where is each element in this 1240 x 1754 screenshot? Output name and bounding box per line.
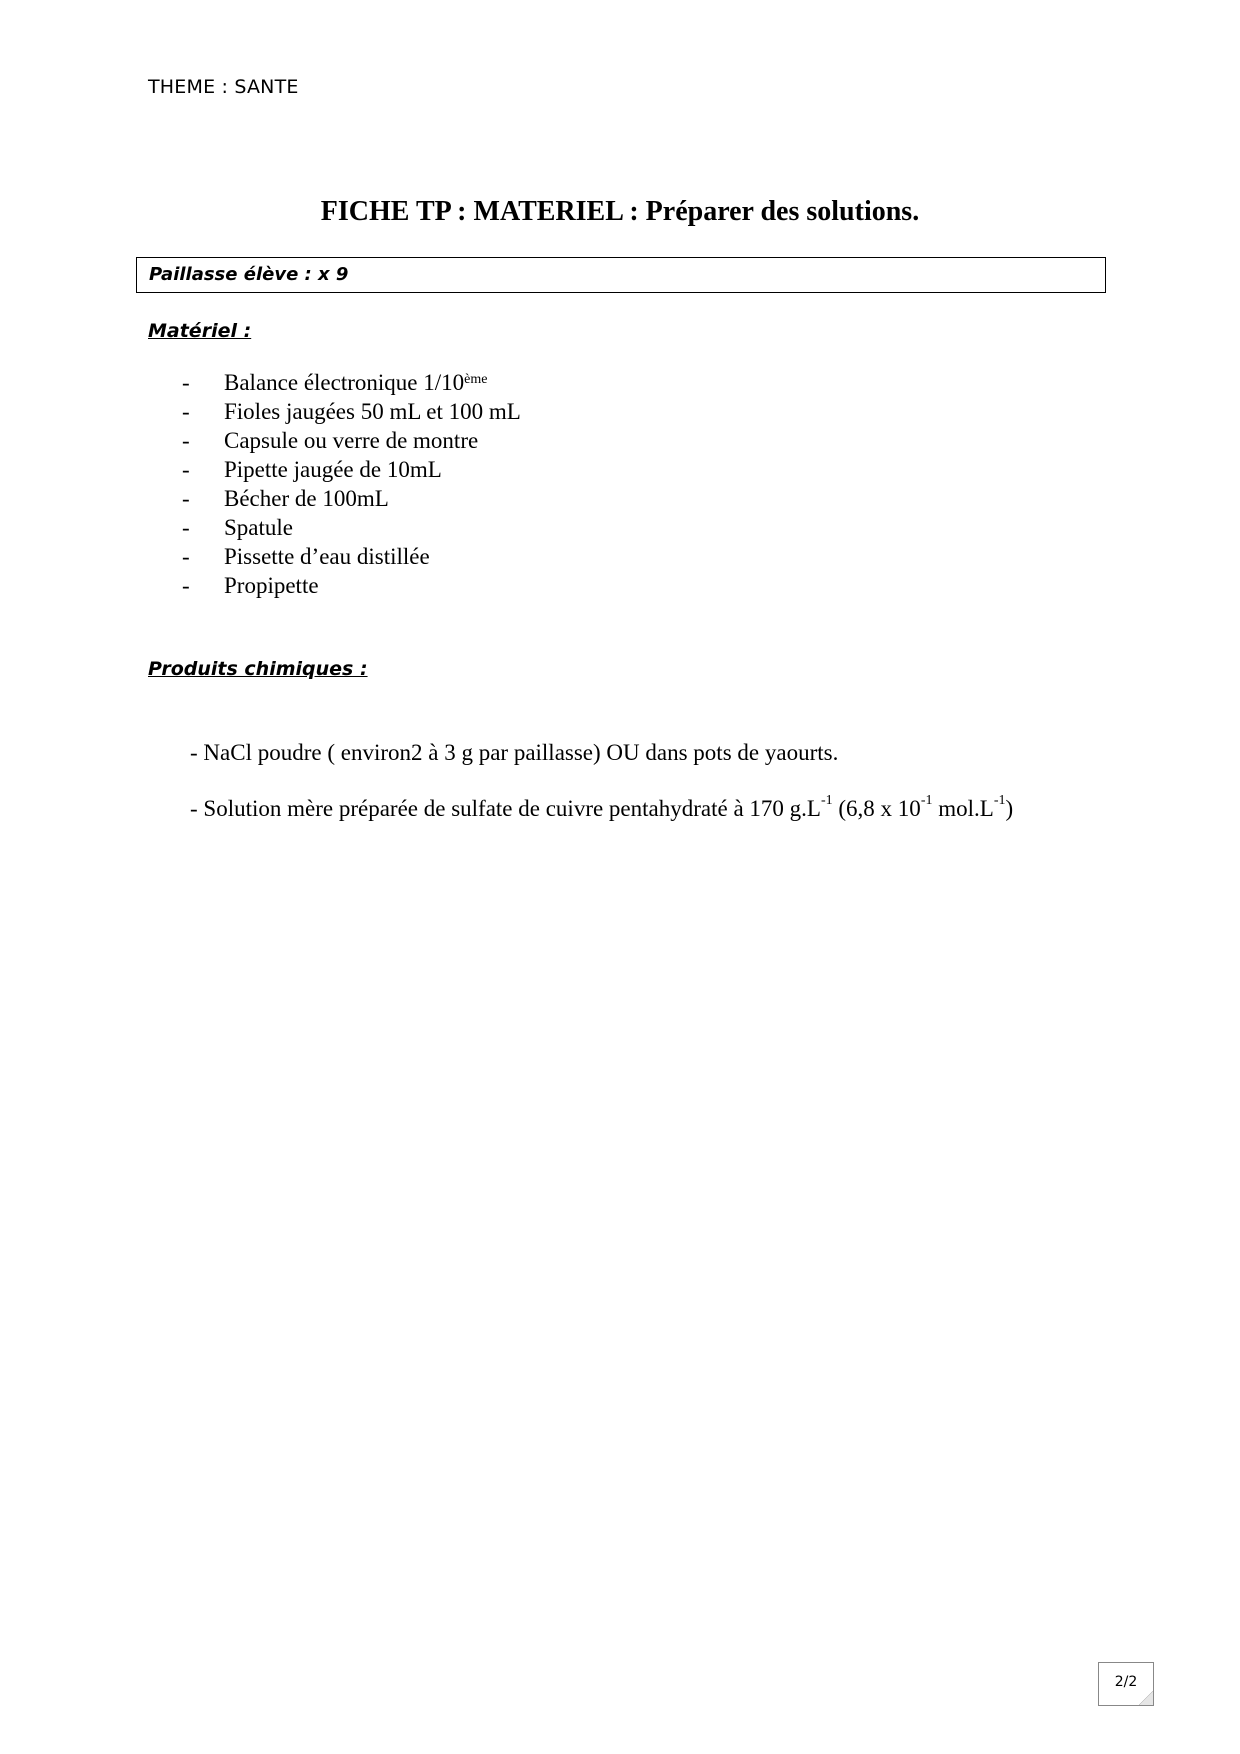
list-item [182,513,521,542]
list-bullet: - [182,544,190,569]
list-item-text: Bécher de 100mL [224,486,389,511]
list-bullet: - [182,486,190,511]
page-number-box [1098,1662,1154,1706]
page-curl-icon [1139,1691,1153,1705]
produits-heading: Produits chimiques : [148,658,368,680]
equipment-list [182,368,521,600]
list-item [182,542,521,571]
list-item-text: Spatule [224,515,293,540]
superscript: -1 [993,793,1006,808]
list-item-text: Propipette [224,573,319,598]
list-item [182,426,521,455]
page-title: FICHE TP : MATERIEL : Préparer des solutions. [320,196,920,227]
chemical-item-copper-sulfate [190,793,1014,822]
list-bullet: - [182,457,190,482]
workstation-label: Paillasse élève : x 9 [149,264,349,285]
superscript: -1 [920,793,933,808]
list-bullet: - [182,370,190,395]
materiel-heading: Matériel : [148,320,252,342]
list-bullet: - [182,515,190,540]
workstation-box [136,257,1106,293]
chemical-text-part: - Solution mère préparée de sulfate de cuivre pentahydraté à 170 g.L [190,796,821,821]
list-bullet: - [182,399,190,424]
list-item [182,484,521,513]
list-bullet: - [182,573,190,598]
chemical-text-part: (6,8 x 10 [832,796,921,821]
chemical-text-part: ) [1005,796,1014,821]
list-item [182,455,521,484]
header-theme: THEME : SANTE [148,76,299,98]
list-item [182,571,521,600]
list-bullet: - [182,428,190,453]
page-number: 2/2 [1114,1674,1138,1690]
chemical-text-part: mol.L [932,796,994,821]
list-item [182,368,521,397]
list-item-text: Pissette d’eau distillée [224,544,430,569]
list-item-text: Balance électronique 1/10 [224,370,465,395]
superscript: ème [464,372,488,387]
superscript: -1 [820,793,833,808]
list-item-text: Capsule ou verre de montre [224,428,479,453]
chemical-item-nacl: - NaCl poudre ( environ2 à 3 g par paillasse) OU dans pots de yaourts. [190,740,839,765]
list-item [182,397,521,426]
list-item-text: Pipette jaugée de 10mL [224,457,442,482]
list-item-text: Fioles jaugées 50 mL et 100 mL [224,399,521,424]
